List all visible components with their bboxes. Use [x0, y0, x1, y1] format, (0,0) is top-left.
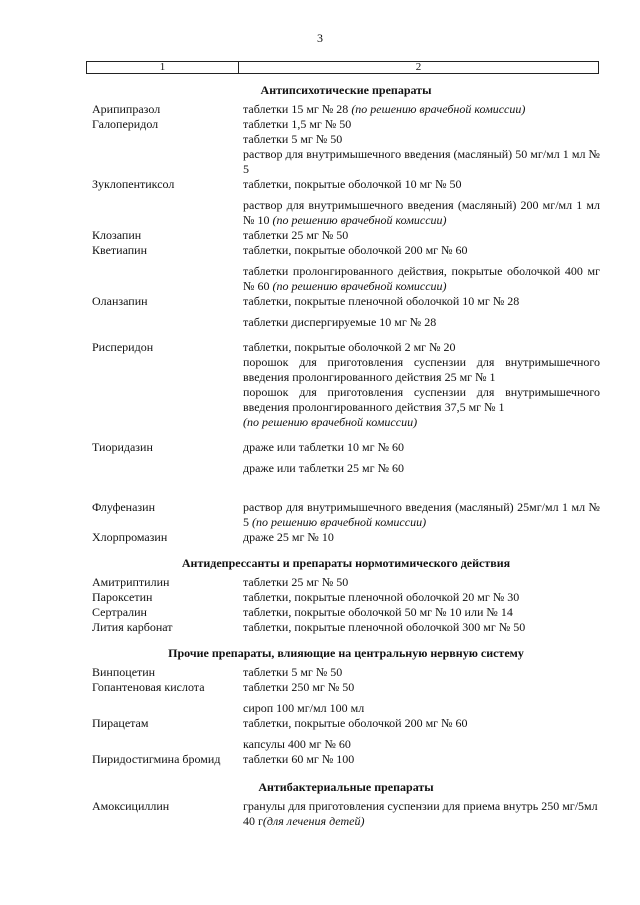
dosage-form-note: (по решению врачебной комиссии)	[351, 102, 526, 116]
dosage-form	[243, 117, 600, 132]
drug-forms	[243, 575, 600, 590]
dosage-form	[243, 228, 600, 243]
drug-name: Флуфеназин	[92, 500, 156, 514]
dosage-form-text: таблетки, покрытые оболочкой 200 мг № 60	[243, 716, 468, 730]
drug-name: Амитриптилин	[92, 575, 170, 589]
section-title: Прочие препараты, влияющие на центральную нервную систему	[168, 646, 524, 660]
drug-forms	[243, 440, 600, 476]
drug-row	[92, 590, 600, 605]
drug-forms	[243, 294, 600, 330]
dosage-form	[243, 461, 600, 476]
dosage-form	[243, 799, 600, 829]
dosage-form	[243, 340, 600, 355]
dosage-form	[243, 315, 600, 330]
drug-name: Зуклопентиксол	[92, 177, 175, 191]
page-number: 3	[317, 31, 323, 45]
dosage-form-text: таблетки 5 мг № 50	[243, 665, 343, 679]
dosage-form-text: таблетки 60 мг № 100	[243, 752, 355, 766]
drug-forms	[243, 177, 600, 228]
drug-forms	[243, 665, 600, 680]
dosage-form	[243, 102, 600, 117]
drug-name: Рисперидон	[92, 340, 154, 354]
drug-forms	[243, 228, 600, 243]
drug-row	[92, 102, 600, 117]
drug-forms	[243, 752, 600, 767]
dosage-form-text: таблетки, покрытые оболочкой 10 мг № 50	[243, 177, 462, 191]
drug-name: Лития карбонат	[92, 620, 173, 634]
drug-name: Пароксетин	[92, 590, 153, 604]
drug-forms	[243, 102, 600, 117]
dosage-form-text: таблетки диспергируемые 10 мг № 28	[243, 315, 437, 329]
column-header-1: 1	[87, 62, 239, 73]
dosage-form-note: (по решению врачебной комиссии)	[272, 279, 447, 293]
drug-row	[92, 716, 600, 752]
dosage-form-text: таблетки, покрытые пленочной оболочкой 10 мг № 28	[243, 294, 520, 308]
dosage-form-text: таблетки пролонгированного действия, покрытые оболочкой 400 мг № 60	[243, 264, 600, 293]
drug-name: Пиридостигмина бромид	[92, 752, 221, 766]
drug-name: Гопантеновая кислота	[92, 680, 205, 694]
drug-forms	[243, 243, 600, 294]
drug-row	[92, 294, 600, 330]
drug-row	[92, 665, 600, 680]
dosage-form-note: (для лечения детей)	[262, 814, 365, 828]
dosage-form	[243, 575, 600, 590]
drug-name: Кветиапин	[92, 243, 148, 257]
drug-row	[92, 799, 600, 829]
dosage-form-text: гранулы для приготовления суспензии для приема внутрь 250 мг/5мл 40 г	[243, 799, 598, 828]
dosage-form	[243, 198, 600, 228]
dosage-form	[243, 264, 600, 294]
dosage-form	[243, 530, 600, 545]
dosage-form	[243, 177, 600, 192]
dosage-form	[243, 590, 600, 605]
dosage-form-text: таблетки, покрытые пленочной оболочкой 300 мг № 50	[243, 620, 526, 634]
dosage-form-text: сироп 100 мг/мл 100 мл	[243, 701, 365, 715]
dosage-form	[243, 752, 600, 767]
dosage-form-text: таблетки, покрытые оболочкой 200 мг № 60	[243, 243, 468, 257]
drug-forms	[243, 340, 600, 430]
dosage-form-text: порошок для приготовления суспензии для внутримышечного введения пролонгированного действия 37,5 мг № 1	[243, 385, 600, 414]
dosage-form-text: таблетки, покрытые оболочкой 2 мг № 20	[243, 340, 456, 354]
drug-list	[92, 82, 600, 829]
dosage-form-text: таблетки, покрытые оболочкой 50 мг № 10 или № 14	[243, 605, 513, 619]
dosage-form-text: капсулы 400 мг № 60	[243, 737, 351, 751]
section-title: Антибактериальные препараты	[258, 780, 434, 794]
dosage-form-text: раствор для внутримышечного введения (масляный) 25мг/мл 1 мл № 5	[243, 500, 600, 529]
column-header-2: 2	[415, 61, 422, 73]
drug-name: Винпоцетин	[92, 665, 156, 679]
drug-name: Пирацетам	[92, 716, 149, 730]
dosage-form-text: таблетки 5 мг № 50	[243, 132, 343, 146]
dosage-form-text: таблетки 1,5 мг № 50	[243, 117, 352, 131]
dosage-form	[243, 294, 600, 309]
drug-forms	[243, 500, 600, 530]
dosage-form-text: таблетки, покрытые пленочной оболочкой 20 мг № 30	[243, 590, 520, 604]
dosage-form-text: драже 25 мг № 10	[243, 530, 334, 544]
dosage-form-text: драже или таблетки 10 мг № 60	[243, 440, 405, 454]
drug-forms	[243, 716, 600, 752]
dosage-form-text: таблетки 250 мг № 50	[243, 680, 355, 694]
drug-forms	[243, 620, 600, 635]
drug-row	[92, 752, 600, 767]
dosage-form-note: (по решению врачебной комиссии)	[272, 213, 447, 227]
drug-row	[92, 340, 600, 430]
drug-row	[92, 680, 600, 716]
dosage-form	[243, 605, 600, 620]
drug-name: Хлорпромазин	[92, 530, 168, 544]
dosage-form	[243, 440, 600, 455]
drug-row	[92, 177, 600, 228]
drug-name: Галоперидол	[92, 117, 159, 131]
drug-row	[92, 228, 600, 243]
drug-row	[92, 575, 600, 590]
drug-row	[92, 440, 600, 476]
dosage-form	[243, 701, 600, 716]
dosage-form	[243, 132, 600, 147]
dosage-form	[243, 415, 600, 430]
drug-row	[92, 620, 600, 635]
dosage-form-note: (по решению врачебной комиссии)	[252, 515, 427, 529]
drug-name: Клозапин	[92, 228, 142, 242]
dosage-form-text: драже или таблетки 25 мг № 60	[243, 461, 405, 475]
drug-name: Арипипразол	[92, 102, 161, 116]
dosage-form-text: таблетки 15 мг № 28	[243, 102, 352, 116]
drug-forms	[243, 590, 600, 605]
dosage-form	[243, 243, 600, 258]
drug-name: Амоксициллин	[92, 799, 170, 813]
drug-name: Сертралин	[92, 605, 147, 619]
dosage-form	[243, 385, 600, 415]
dosage-form-text: порошок для приготовления суспензии для внутримышечного введения пролонгированного действия 25 мг № 1	[243, 355, 600, 384]
drug-row	[92, 500, 600, 530]
dosage-form	[243, 355, 600, 385]
drug-forms	[243, 117, 600, 177]
drug-forms	[243, 530, 600, 545]
dosage-form	[243, 716, 600, 731]
section-title: Антипсихотические препараты	[260, 83, 432, 97]
drug-forms	[243, 680, 600, 716]
dosage-form	[243, 665, 600, 680]
dosage-form-text: раствор для внутримышечного введения (масляный) 50 мг/мл 1 мл № 5	[243, 147, 600, 176]
dosage-form	[243, 680, 600, 695]
dosage-form-text: таблетки 25 мг № 50	[243, 228, 349, 242]
dosage-form-text: раствор для внутримышечного введения (масляный) 200 мг/мл 1 мл № 10	[243, 198, 600, 227]
drug-name: Оланзапин	[92, 294, 148, 308]
drug-forms	[243, 605, 600, 620]
table-header	[86, 61, 599, 74]
section-title: Антидепрессанты и препараты нормотимического действия	[181, 556, 511, 570]
dosage-form	[243, 500, 600, 530]
dosage-form	[243, 737, 600, 752]
drug-row	[92, 243, 600, 294]
drug-row	[92, 530, 600, 545]
dosage-form-text: таблетки 25 мг № 50	[243, 575, 349, 589]
dosage-form	[243, 147, 600, 177]
dosage-form	[243, 620, 600, 635]
drug-row	[92, 117, 600, 177]
dosage-form-note: (по решению врачебной комиссии)	[243, 415, 418, 429]
drug-name: Тиоридазин	[92, 440, 153, 454]
drug-row	[92, 605, 600, 620]
drug-forms	[243, 799, 600, 829]
